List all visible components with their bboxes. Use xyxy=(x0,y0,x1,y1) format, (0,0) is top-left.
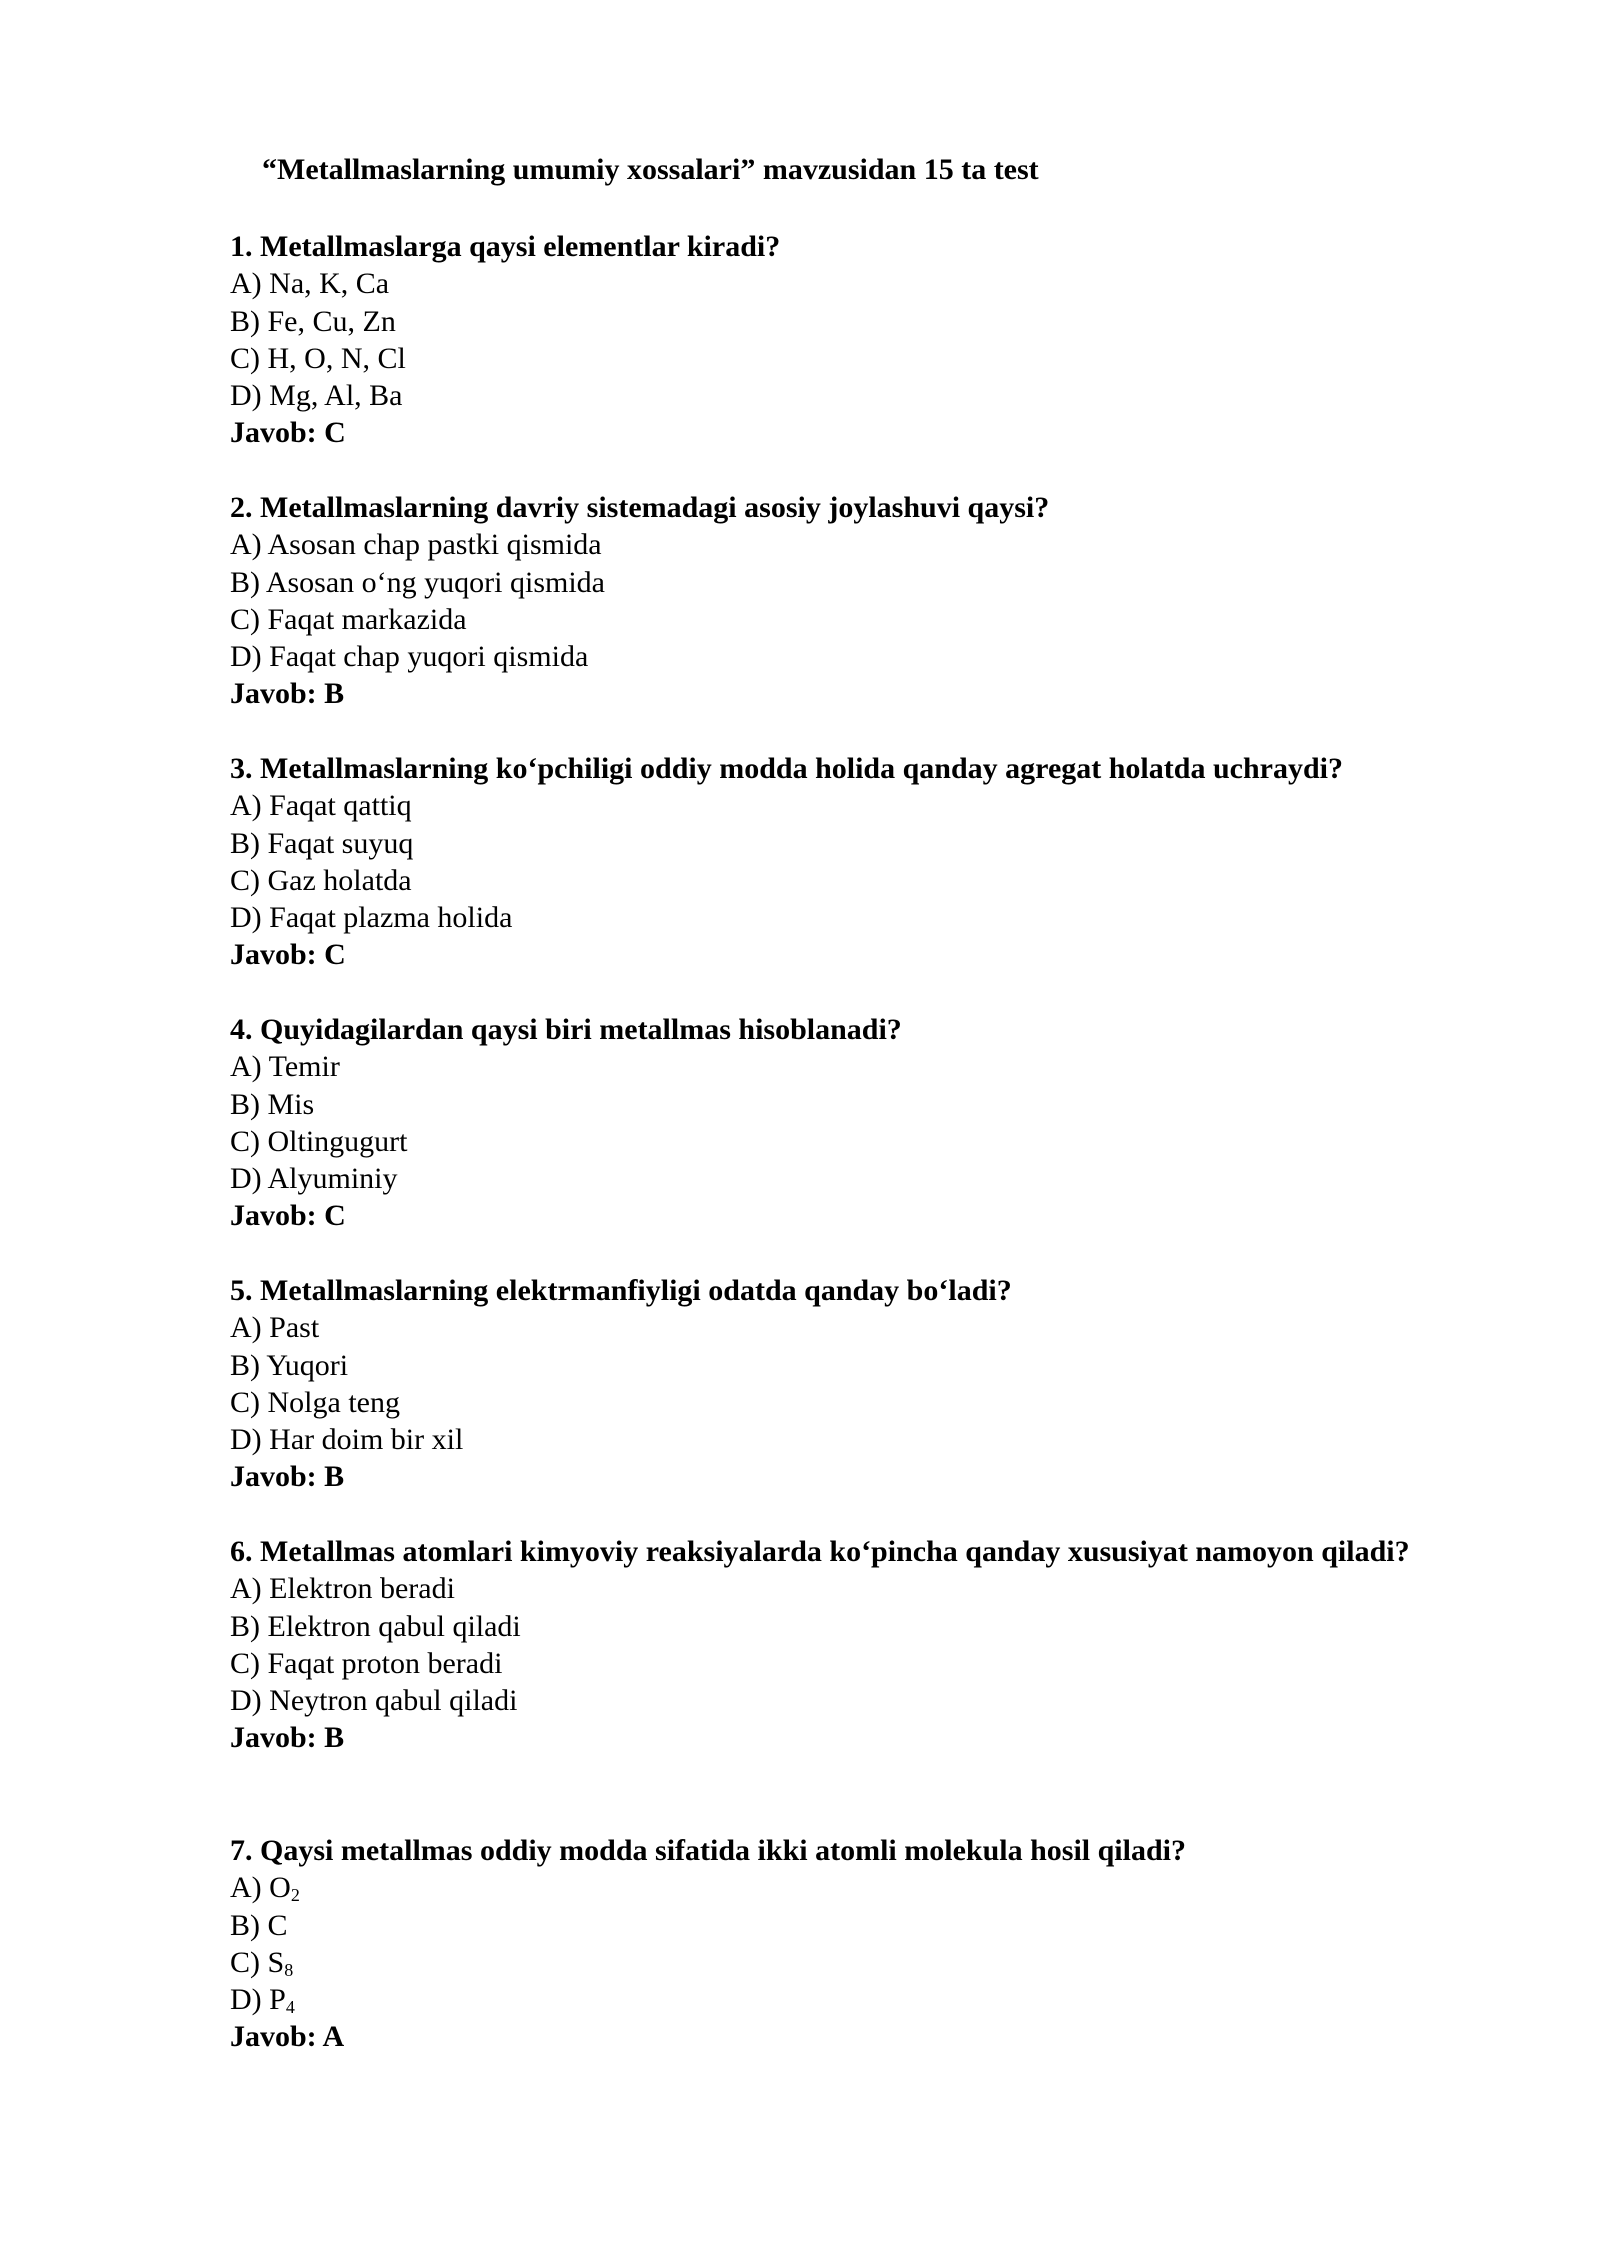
question-4 xyxy=(230,1011,1450,1235)
option-d: D) Neytron qabul qiladi xyxy=(230,1684,518,1718)
question-3 xyxy=(230,750,1450,974)
question-text: 5. Metallmaslarning elektrmanfiyligi odatda qanday bo‘ladi? xyxy=(230,1274,1012,1307)
option-b: B) Elektron qabul qiladi xyxy=(230,1609,521,1643)
answer-label: Javob: C xyxy=(230,416,346,450)
document-title: “Metallmaslarning umumiy xossalari” mavzusidan 15 ta test xyxy=(262,153,1039,186)
option-c: C) Oltingugurt xyxy=(230,1124,408,1158)
option-b: B) Fe, Cu, Zn xyxy=(230,304,396,338)
answer-label: Javob: A xyxy=(230,2020,345,2054)
option-c: C) Nolga teng xyxy=(230,1385,400,1419)
question-text: 2. Metallmaslarning davriy sistemadagi asosiy joylashuvi qaysi? xyxy=(230,491,1050,524)
question-2 xyxy=(230,489,1450,713)
question-text: 7. Qaysi metallmas oddiy modda sifatida ikki atomli molekula hosil qiladi? xyxy=(230,1834,1186,1867)
option-d: D) Faqat plazma holida xyxy=(230,901,513,935)
option-b: B) Asosan o‘ng yuqori qismida xyxy=(230,565,605,599)
question-5 xyxy=(230,1272,1450,1496)
option-c: C) Faqat markazida xyxy=(230,602,467,636)
option-d: D) Mg, Al, Ba xyxy=(230,379,403,413)
option-d: D) Faqat chap yuqori qismida xyxy=(230,640,589,674)
answer-label: Javob: C xyxy=(230,1199,346,1233)
answer-label: Javob: C xyxy=(230,938,346,972)
option-c xyxy=(230,1944,1450,1981)
option-b xyxy=(230,1907,1450,1944)
option-c: C) H, O, N, Cl xyxy=(230,341,406,375)
question-7 xyxy=(230,1832,1450,2056)
question-text: 3. Metallmaslarning ko‘pchiligi oddiy modda holida qanday agregat holatda uchraydi? xyxy=(230,752,1343,785)
option-a: A) Elektron beradi xyxy=(230,1572,455,1606)
question-text: 1. Metallmaslarga qaysi elementlar kiradi? xyxy=(230,230,781,263)
subscript: 4 xyxy=(285,1997,295,2018)
option-label: B) C xyxy=(230,1908,288,1942)
option-a: A) Faqat qattiq xyxy=(230,789,412,823)
answer-label: Javob: B xyxy=(230,1721,345,1755)
question-6 xyxy=(230,1533,1450,1757)
option-label: C) S xyxy=(230,1945,285,1979)
question-text: 6. Metallmas atomlari kimyoviy reaksiyalarda ko‘pincha qanday xususiyat namoyon qiladi? xyxy=(230,1535,1410,1568)
option-b: B) Yuqori xyxy=(230,1348,349,1382)
question-1 xyxy=(230,228,1450,452)
answer-label: Javob: B xyxy=(230,677,345,711)
option-b: B) Mis xyxy=(230,1087,315,1121)
option-a: A) Na, K, Ca xyxy=(230,267,390,301)
subscript: 8 xyxy=(284,1959,294,1980)
option-c: C) Gaz holatda xyxy=(230,863,412,897)
option-a: A) Temir xyxy=(230,1050,340,1084)
option-d xyxy=(230,1981,1450,2018)
option-d: D) Har doim bir xil xyxy=(230,1423,464,1457)
option-b: B) Faqat suyuq xyxy=(230,826,414,860)
option-a xyxy=(230,1869,1450,1906)
answer-label: Javob: B xyxy=(230,1460,345,1494)
subscript: 2 xyxy=(290,1885,300,1906)
option-a: A) Past xyxy=(230,1311,320,1345)
option-label: A) O xyxy=(230,1871,291,1905)
option-d: D) Alyuminiy xyxy=(230,1162,398,1196)
option-c: C) Faqat proton beradi xyxy=(230,1646,503,1680)
question-text: 4. Quyidagilardan qaysi biri metallmas hisoblanadi? xyxy=(230,1013,902,1046)
option-label: D) P xyxy=(230,1983,286,2017)
option-a: A) Asosan chap pastki qismida xyxy=(230,528,602,562)
